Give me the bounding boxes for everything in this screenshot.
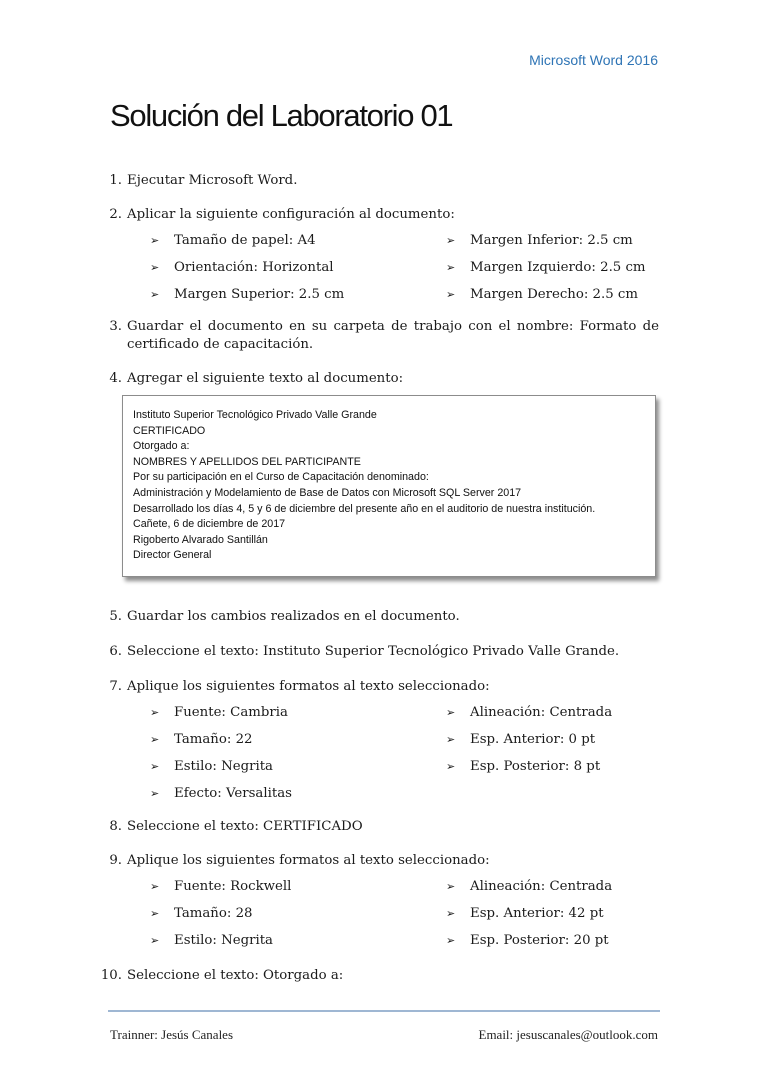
bullet-text: Tamaño de papel: A4 <box>174 233 316 248</box>
box-line: Por su participación en el Curso de Capacitación denominado: <box>133 471 429 484</box>
bullet-text: Orientación: Horizontal <box>174 260 334 275</box>
bullet-text: Tamaño: 22 <box>174 732 253 747</box>
bullet-text: Alineación: Centrada <box>470 705 613 720</box>
bullet-item <box>446 906 604 921</box>
list-text: Aplique los siguientes formatos al texto seleccionado: <box>127 679 490 694</box>
bullet-text: Tamaño: 28 <box>174 906 253 921</box>
list-text: Aplique los siguientes formatos al texto seleccionado: <box>127 853 490 868</box>
arrow-bullet-icon: ➢ <box>150 706 160 719</box>
list-number: 5. <box>109 609 122 624</box>
list-text: Seleccione el texto: Otorgado a: <box>127 968 344 983</box>
arrow-bullet-icon: ➢ <box>446 934 456 947</box>
arrow-bullet-icon: ➢ <box>150 733 160 746</box>
sample-text-lines <box>133 408 595 564</box>
box-line: Cañete, 6 de diciembre de 2017 <box>133 518 286 531</box>
bullet-item <box>150 879 291 894</box>
list-text: Agregar el siguiente texto al documento: <box>127 371 404 386</box>
bullet-item <box>150 260 334 275</box>
bullet-item <box>150 906 253 921</box>
list-number: 10. <box>100 968 122 983</box>
box-line: Administración y Modelamiento de Base de Datos con Microsoft SQL Server 2017 <box>133 486 522 499</box>
bullet-item <box>446 759 600 774</box>
arrow-bullet-icon: ➢ <box>150 934 160 947</box>
arrow-bullet-icon: ➢ <box>150 288 160 301</box>
list-text: Guardar los cambios realizados en el documento. <box>127 609 460 624</box>
arrow-bullet-icon: ➢ <box>446 261 456 274</box>
list-number: 4. <box>109 371 122 386</box>
bullet-text: Efecto: Versalitas <box>174 786 292 801</box>
arrow-bullet-icon: ➢ <box>150 760 160 773</box>
bullet-text: Esp. Anterior: 42 pt <box>470 906 604 921</box>
bullet-item <box>446 705 612 720</box>
arrow-bullet-icon: ➢ <box>446 288 456 301</box>
bullet-item <box>446 260 646 275</box>
list-number: 9. <box>109 853 122 868</box>
arrow-bullet-icon: ➢ <box>446 760 456 773</box>
bullet-text: Esp. Anterior: 0 pt <box>470 732 596 747</box>
bullet-text: Alineación: Centrada <box>470 879 613 894</box>
box-line: Rigoberto Alvarado Santillán <box>133 533 268 546</box>
bullet-text: Fuente: Cambria <box>174 705 288 720</box>
footer-email: Email: jesuscanales@outlook.com <box>478 1027 658 1042</box>
bullet-text: Margen Inferior: 2.5 cm <box>470 233 633 248</box>
bullet-item <box>446 732 595 747</box>
box-line: Desarrollado los días 4, 5 y 6 de diciembre del presente año en el auditorio de nuestra institución. <box>133 502 596 515</box>
arrow-bullet-icon: ➢ <box>446 706 456 719</box>
header-app-label: Microsoft Word 2016 <box>529 52 658 68</box>
box-line: Director General <box>133 549 212 562</box>
bullet-item <box>150 705 288 720</box>
list-number: 6. <box>109 644 122 659</box>
bullet-item <box>150 287 344 302</box>
arrow-bullet-icon: ➢ <box>446 907 456 920</box>
list-number: 3. <box>109 319 122 334</box>
box-line: Instituto Superior Tecnológico Privado Valle Grande <box>133 409 377 421</box>
list-text: Ejecutar Microsoft Word. <box>127 173 298 188</box>
arrow-bullet-icon: ➢ <box>150 787 160 800</box>
bullet-item <box>150 933 273 948</box>
list-number: 8. <box>109 819 122 834</box>
arrow-bullet-icon: ➢ <box>150 261 160 274</box>
box-line: CERTIFICADO <box>133 424 206 437</box>
bullet-item <box>150 732 253 747</box>
list-number: 1. <box>109 173 122 188</box>
bullet-text: Fuente: Rockwell <box>174 879 292 894</box>
list-text: Seleccione el texto: Instituto Superior Tecnológico Privado Valle Grande. <box>127 644 620 659</box>
arrow-bullet-icon: ➢ <box>150 234 160 247</box>
sample-text-box <box>122 395 656 577</box>
arrow-bullet-icon: ➢ <box>446 733 456 746</box>
footer-trainer: Trainner: Jesús Canales <box>110 1027 234 1042</box>
list-number: 7. <box>109 679 122 694</box>
bullet-text: Margen Superior: 2.5 cm <box>174 287 345 302</box>
list-text: Guardar el documento en su carpeta de trabajo con el nombre: Formato de certificado de capacitación. <box>127 319 659 352</box>
list-number: 2. <box>109 207 122 222</box>
bullet-text: Margen Izquierdo: 2.5 cm <box>470 260 646 275</box>
bullet-text: Margen Derecho: 2.5 cm <box>470 287 638 302</box>
arrow-bullet-icon: ➢ <box>446 234 456 247</box>
bullet-item <box>150 786 292 801</box>
bullet-text: Estilo: Negrita <box>174 759 273 774</box>
bullet-item <box>446 879 612 894</box>
bullet-item <box>150 233 316 248</box>
bullet-item <box>150 759 273 774</box>
bullet-text: Esp. Posterior: 8 pt <box>470 759 601 774</box>
arrow-bullet-icon: ➢ <box>150 907 160 920</box>
footer-divider <box>108 1010 660 1012</box>
page-title: Solución del Laboratorio 01 <box>110 98 453 133</box>
bullet-text: Esp. Posterior: 20 pt <box>470 933 609 948</box>
arrow-bullet-icon: ➢ <box>446 880 456 893</box>
box-line: NOMBRES Y APELLIDOS DEL PARTICIPANTE <box>133 455 361 468</box>
arrow-bullet-icon: ➢ <box>150 880 160 893</box>
bullet-item <box>446 933 609 948</box>
list-text: Seleccione el texto: CERTIFICADO <box>127 819 363 834</box>
bullet-item <box>446 287 638 302</box>
bullet-text: Estilo: Negrita <box>174 933 273 948</box>
list-text: Aplicar la siguiente configuración al documento: <box>127 207 455 222</box>
bullet-item <box>446 233 633 248</box>
box-line: Otorgado a: <box>133 440 190 453</box>
